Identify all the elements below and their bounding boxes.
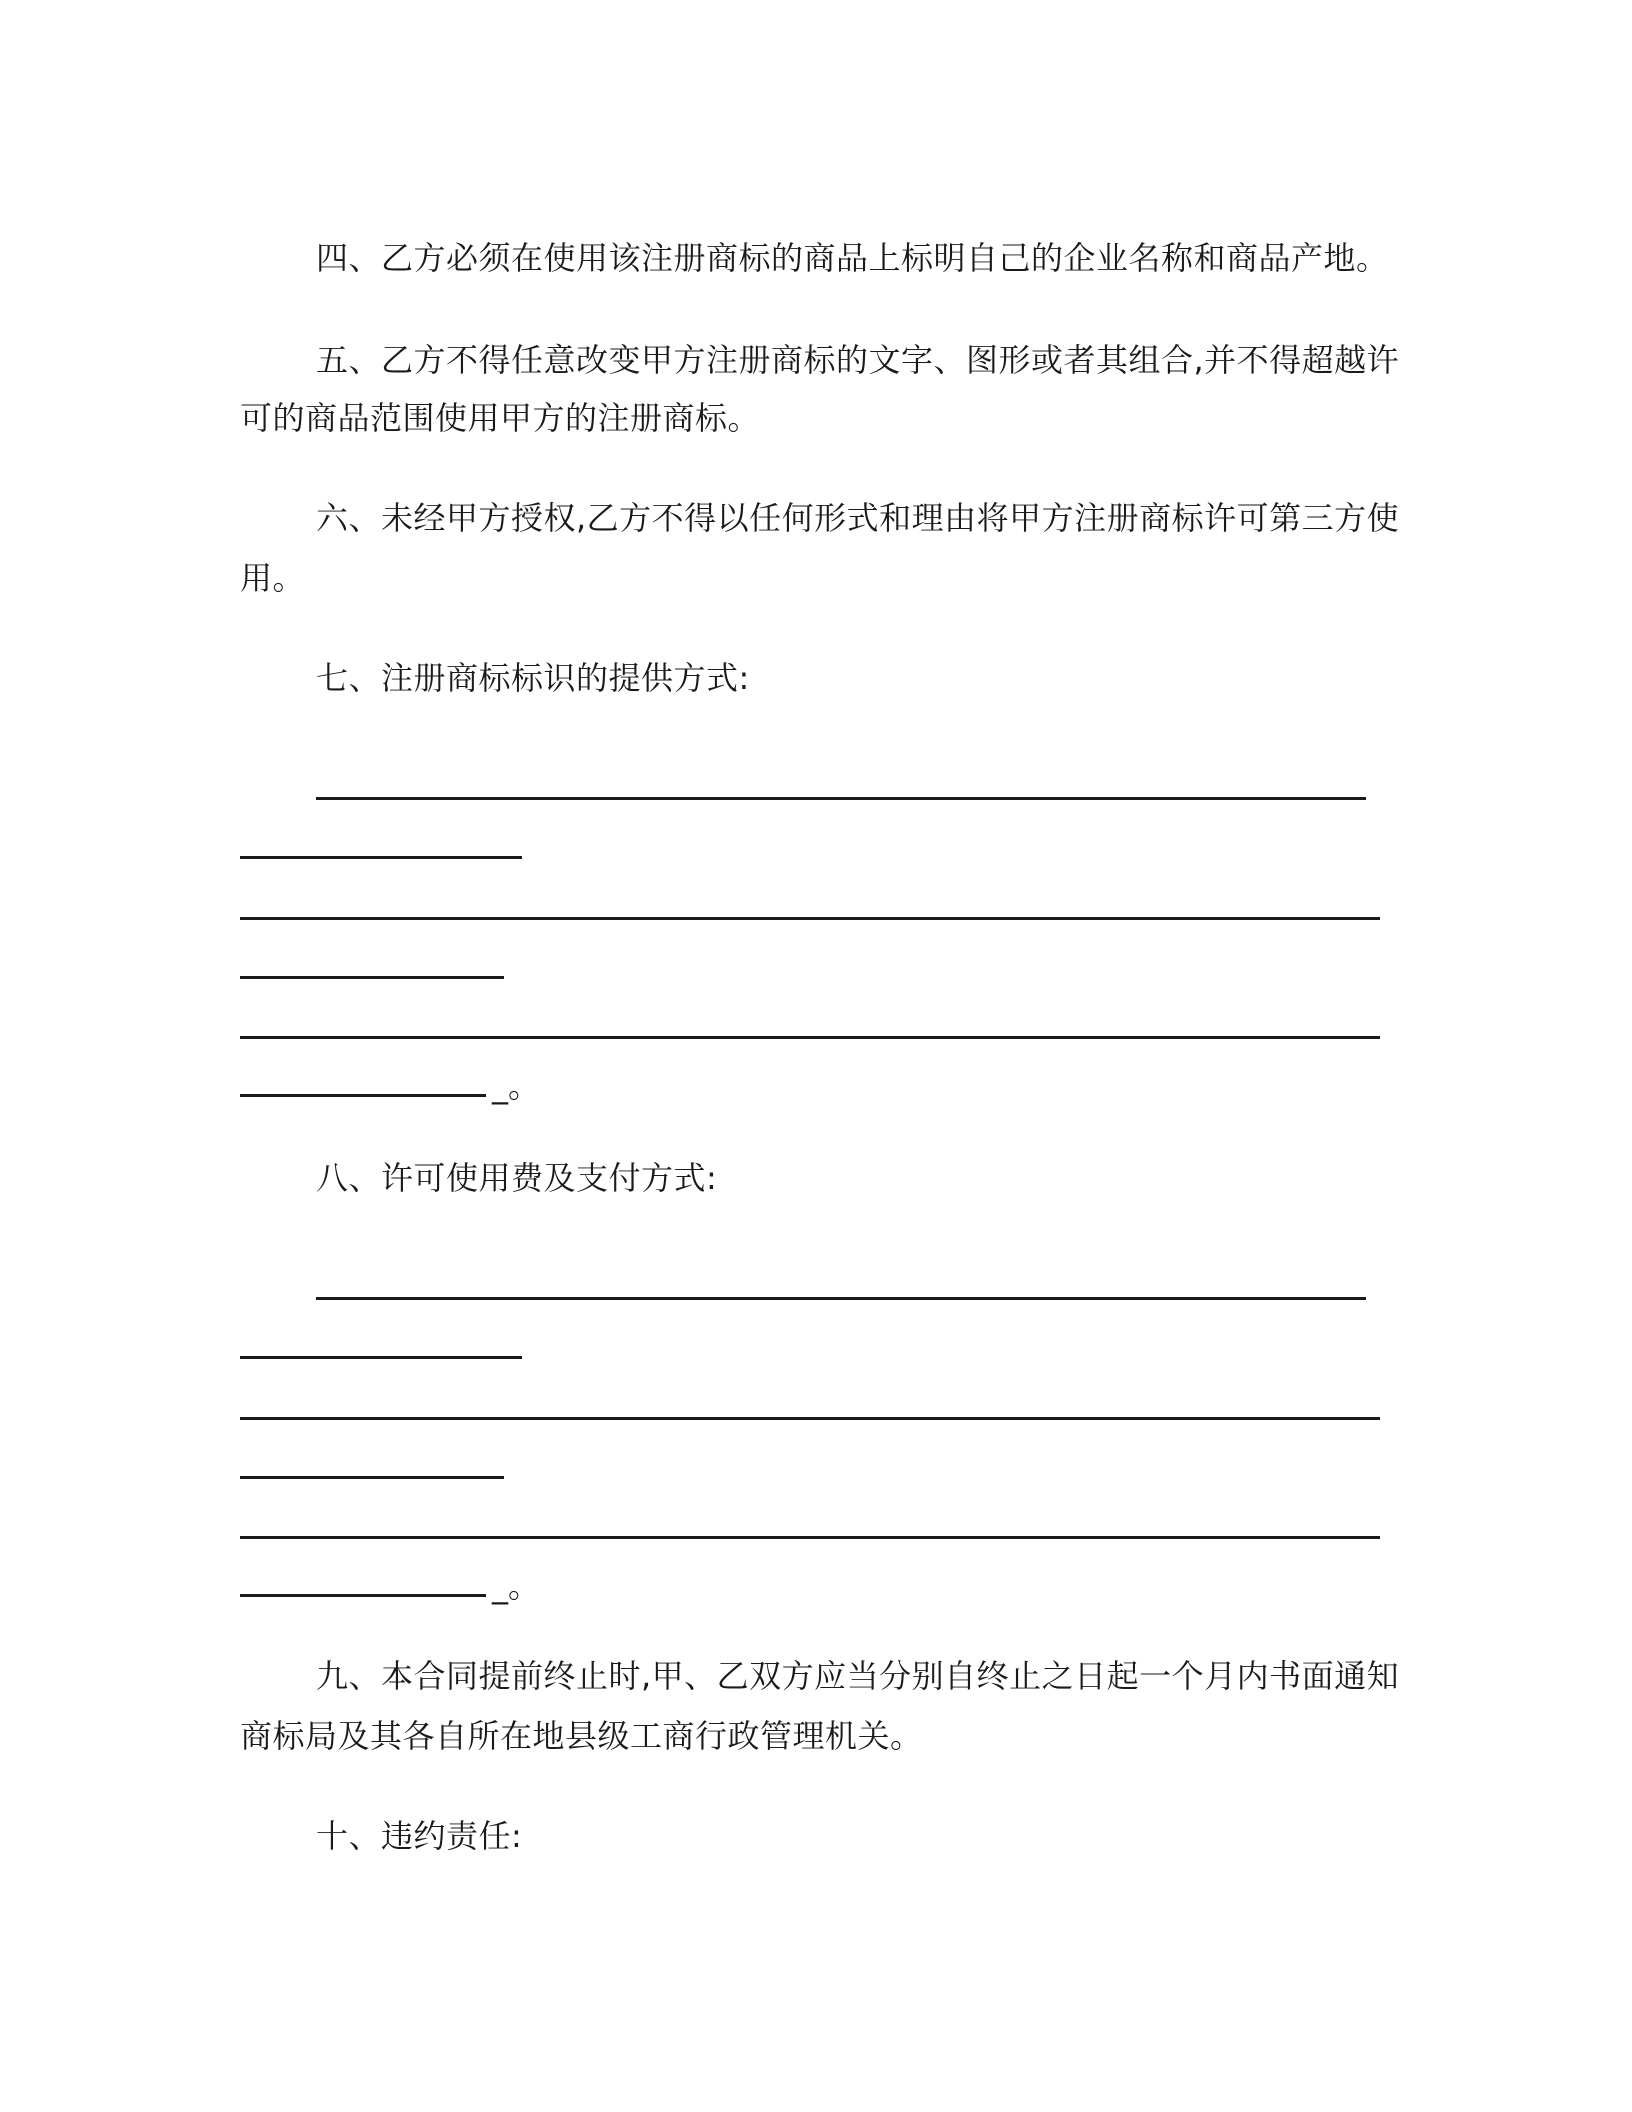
- clause-9-line-1: 九、本合同提前终止时,甲、乙双方应当分别自终止之日起一个月内书面通知: [316, 1657, 1400, 1695]
- blank-line: [316, 1297, 1366, 1300]
- clause-6-line-2: 用。: [240, 559, 306, 597]
- blank-line: [240, 976, 504, 979]
- blank-line: [240, 1094, 486, 1097]
- clause-6-line-1: 六、未经甲方授权,乙方不得以任何形式和理由将甲方注册商标许可第三方使: [316, 499, 1400, 537]
- clause-5-line-2: 可的商品范围使用甲方的注册商标。: [240, 399, 761, 437]
- clause-8-end-mark: _。: [492, 1567, 541, 1605]
- blank-line: [240, 1536, 1380, 1539]
- blank-line: [240, 856, 522, 859]
- blank-line: [240, 1417, 1380, 1420]
- blank-line: [240, 1594, 486, 1597]
- blank-line: [240, 1356, 522, 1359]
- clause-5-line-1: 五、乙方不得任意改变甲方注册商标的文字、图形或者其组合,并不得超越许: [316, 341, 1400, 379]
- blank-line: [240, 1036, 1380, 1039]
- blank-line: [316, 797, 1366, 800]
- blank-line: [240, 1476, 504, 1479]
- clause-10-heading: 十、违约责任:: [316, 1817, 523, 1855]
- clause-7-heading: 七、注册商标标识的提供方式:: [316, 659, 750, 697]
- clause-9-line-2: 商标局及其各自所在地县级工商行政管理机关。: [240, 1717, 923, 1755]
- clause-7-end-mark: _。: [492, 1067, 541, 1105]
- clause-8-heading: 八、许可使用费及支付方式:: [316, 1159, 718, 1197]
- blank-line: [240, 917, 1380, 920]
- clause-4: 四、乙方必须在使用该注册商标的商品上标明自己的企业名称和商品产地。: [316, 239, 1389, 277]
